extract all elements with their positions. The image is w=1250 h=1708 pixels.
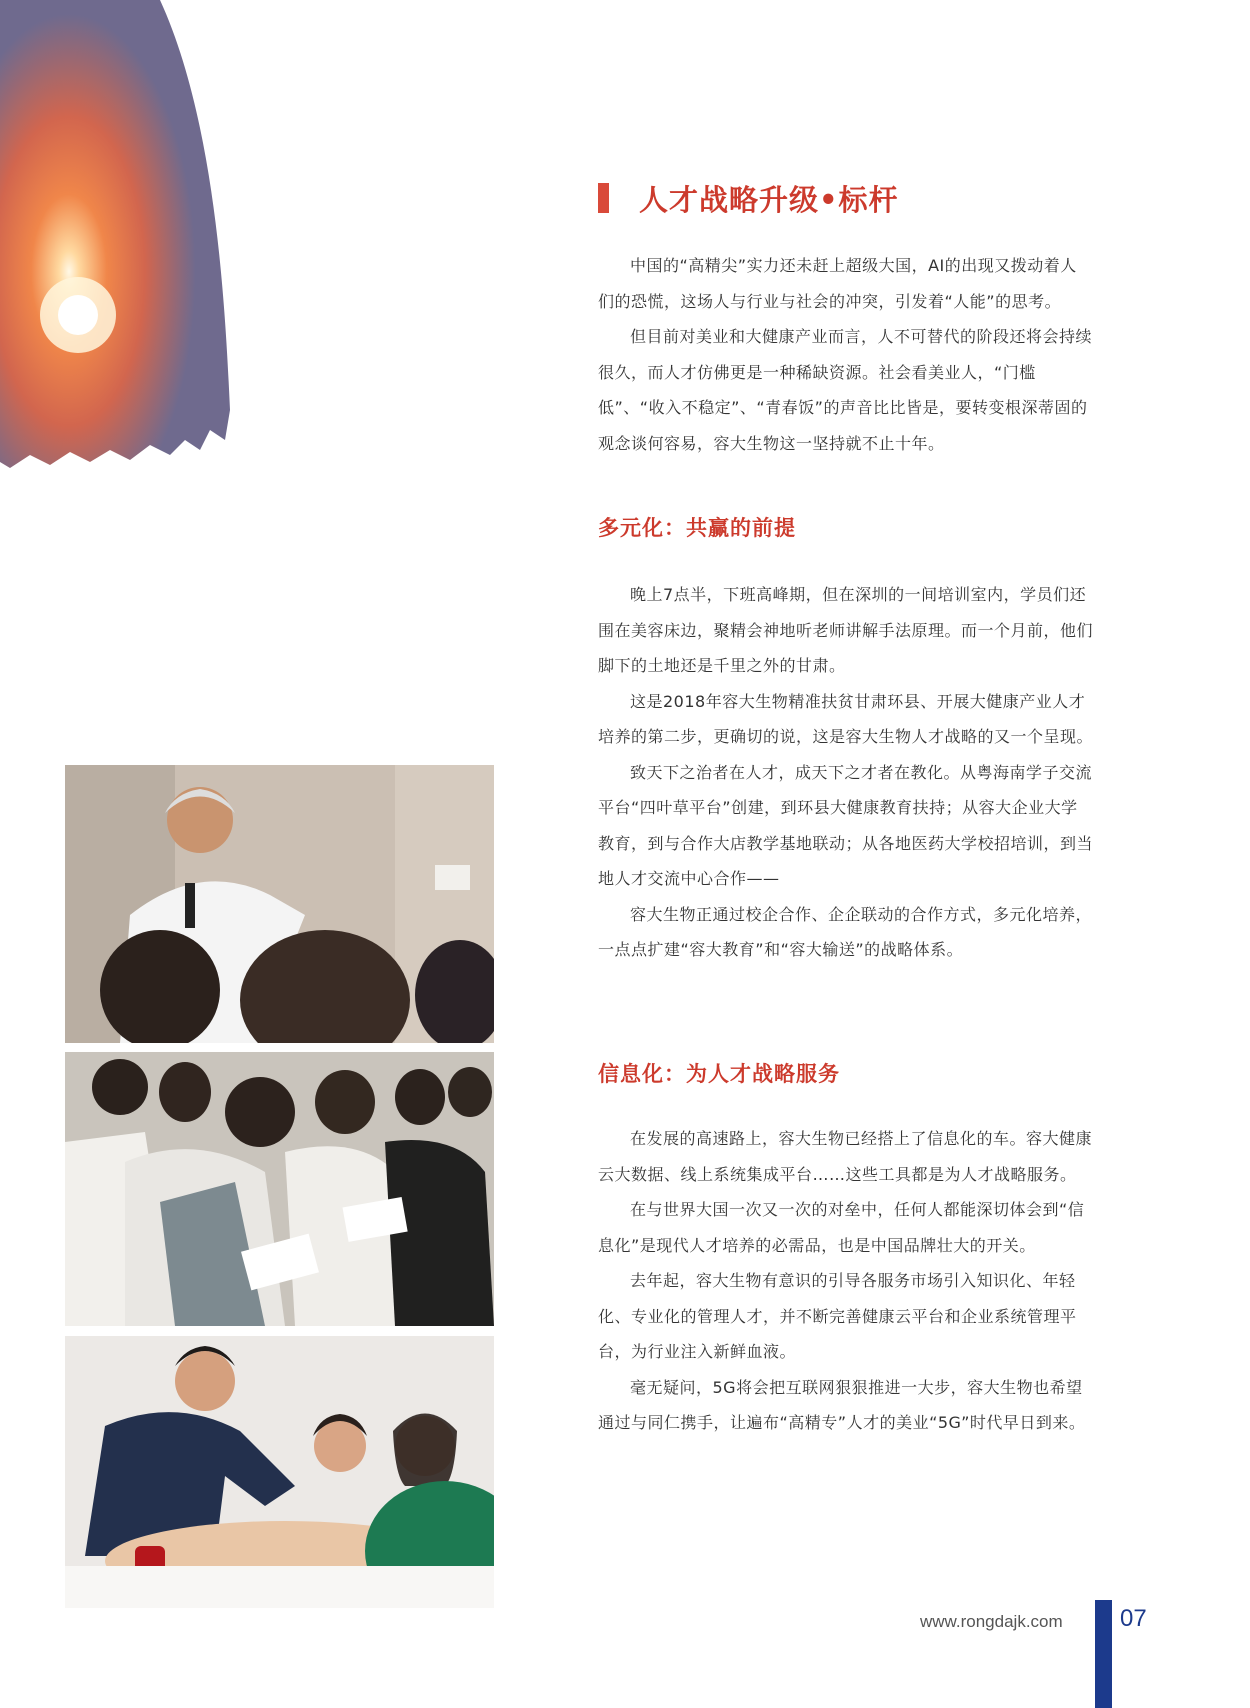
section2-paragraph: 去年起，容大生物有意识的引导各服务市场引入知识化、年轻化、专业化的管理人才，并不断完善健康云平台和企业系统管理平台，为行业注入新鲜血液。	[598, 1271, 1077, 1361]
section2-heading: 信息化：为人才战略服务	[598, 1062, 840, 1086]
heading-accent-bar	[598, 183, 609, 213]
section2-paragraph: 在与世界大国一次又一次的对垒中，任何人都能深切体会到“信息化”是现代人才培养的必需品，也是中国品牌壮大的开关。	[598, 1200, 1085, 1255]
photo-students-writing	[65, 1052, 494, 1326]
section2-paragraph: 毫无疑问，5G将会把互联网狠狠推进一大步，容大生物也希望通过与同仁携手，让遍布“高精专”人才的美业“5G”时代早日到来。	[598, 1377, 1086, 1432]
section1-paragraph: 致天下之治者在人才，成天下之才者在教化。从粤海南学子交流平台“四叶草平台”创建，到环县大健康教育扶持；从容大企业大学教育，到与合作大店教学基地联动；从各地医药大学校招培训，到当地人才交流中心合作——	[598, 762, 1094, 888]
photo-lecturer	[65, 765, 494, 1043]
intro-paragraph: 中国的“高精尖”实力还未赶上超级大国，AI的出现又拨动着人们的恐慌，这场人与行业与社会的冲突，引发着“人能”的思考。	[598, 256, 1077, 311]
page-number: 07	[1120, 1605, 1147, 1632]
intro-paragraph: 但目前对美业和大健康产业而言，人不可替代的阶段还将会持续很久，而人才仿佛更是一种稀缺资源。社会看美业人，“门槛低”、“收入不稳定”、“青春饭”的声音比比皆是，要转变根深蒂固的观念谈何容易，容大生物这一坚持就不止十年。	[598, 327, 1093, 453]
section1-paragraph: 晚上7点半，下班高峰期，但在深圳的一间培训室内，学员们还围在美容床边，聚精会神地听老师讲解手法原理。而一个月前，他们脚下的土地还是千里之外的甘肃。	[598, 585, 1094, 675]
section1-heading: 多元化：共赢的前提	[598, 516, 796, 540]
section2-paragraph: 在发展的高速路上，容大生物已经搭上了信息化的车。容大健康云大数据、线上系统集成平台……这些工具都是为人才战略服务。	[598, 1129, 1093, 1184]
main-heading-text: 人才战略升级•标杆	[639, 182, 899, 217]
intro-text	[598, 248, 1093, 461]
section1-text	[598, 577, 1093, 968]
footer-website-url: www.rongdajk.com	[920, 1612, 1063, 1631]
sunset-decorative-image	[0, 0, 260, 500]
section1-paragraph: 容大生物正通过校企合作、企企联动的合作方式，多元化培养，一点点扩建“容大教育”和“容大输送”的战略体系。	[598, 904, 1093, 959]
main-heading	[598, 178, 899, 218]
section1-paragraph: 这是2018年容大生物精准扶贫甘肃环县、开展大健康产业人才培养的第二步，更确切的说，这是容大生物人才战略的又一个呈现。	[598, 691, 1094, 746]
section2-text	[598, 1121, 1093, 1441]
photo-massage-demo	[65, 1336, 494, 1608]
footer-accent-bar	[1095, 1600, 1112, 1708]
